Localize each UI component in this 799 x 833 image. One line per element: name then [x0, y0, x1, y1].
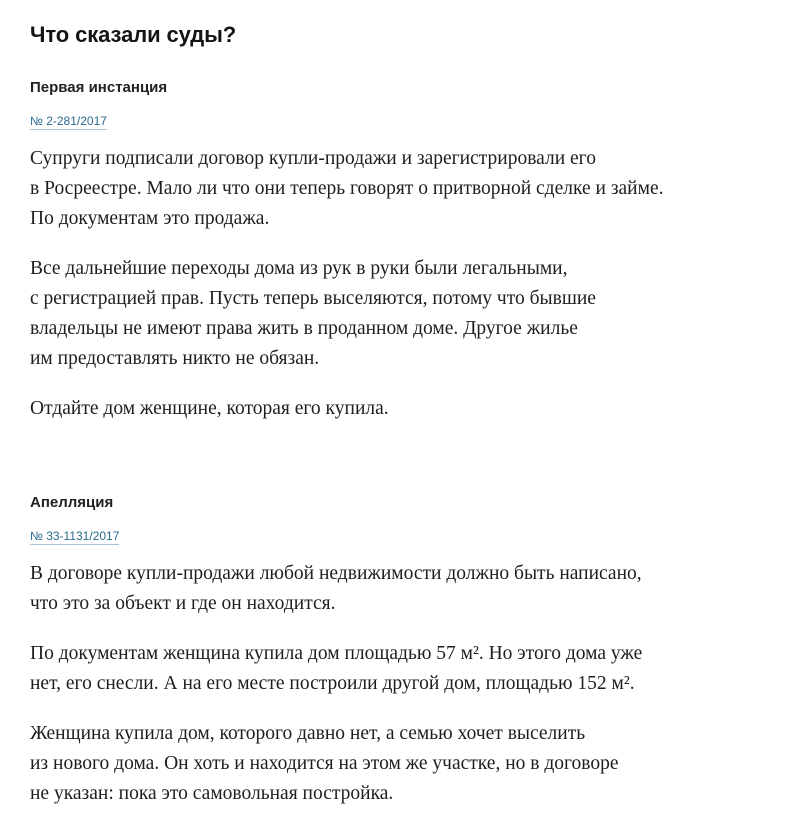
- text-line: не указан: пока это самовольная постройка.: [30, 783, 394, 804]
- text-line: По документам это продажа.: [30, 208, 270, 229]
- text-line: владельцы не имеют права жить в проданном доме. Другое жилье: [30, 318, 578, 339]
- text-line: По документам женщина купила дом площадью 57 м². Но этого дома уже: [30, 643, 643, 664]
- text-line: из нового дома. Он хоть и находится на этом же участке, но в договоре: [30, 753, 619, 774]
- paragraph: [30, 719, 780, 809]
- section-heading: Что сказали суды?: [30, 22, 237, 47]
- court-section-first-instance: [30, 76, 780, 424]
- text-line: В договоре купли-продажи любой недвижимости должно быть написано,: [30, 563, 642, 584]
- text-line: в Росреестре. Мало ли что они теперь говорят о притворной сделке и займе.: [30, 178, 664, 199]
- text-line: нет, его снесли. А на его месте построили другой дом, площадью 152 м².: [30, 673, 635, 694]
- paragraph: [30, 639, 780, 699]
- text-line: Женщина купила дом, которого давно нет, а семью хочет выселить: [30, 723, 586, 744]
- paragraph: [30, 254, 780, 374]
- instance-title: Апелляция: [30, 494, 114, 511]
- court-section-appeal: [30, 491, 780, 809]
- text-line: им предоставлять никто не обязан.: [30, 348, 320, 369]
- text-line: что это за объект и где он находится.: [30, 593, 336, 614]
- case-number-link[interactable]: № 33-1131/2017: [30, 529, 120, 543]
- paragraph: [30, 559, 780, 619]
- text-line: с регистрацией прав. Пусть теперь выселяются, потому что бывшие: [30, 288, 596, 309]
- paragraph: [30, 394, 780, 424]
- paragraph: [30, 144, 780, 234]
- text-line: Отдайте дом женщине, которая его купила.: [30, 398, 389, 419]
- text-line: Супруги подписали договор купли-продажи и зарегистрировали его: [30, 148, 596, 169]
- text-line: Все дальнейшие переходы дома из рук в руки были легальными,: [30, 258, 568, 279]
- case-number-link[interactable]: № 2-281/2017: [30, 114, 107, 128]
- instance-title: Первая инстанция: [30, 79, 168, 96]
